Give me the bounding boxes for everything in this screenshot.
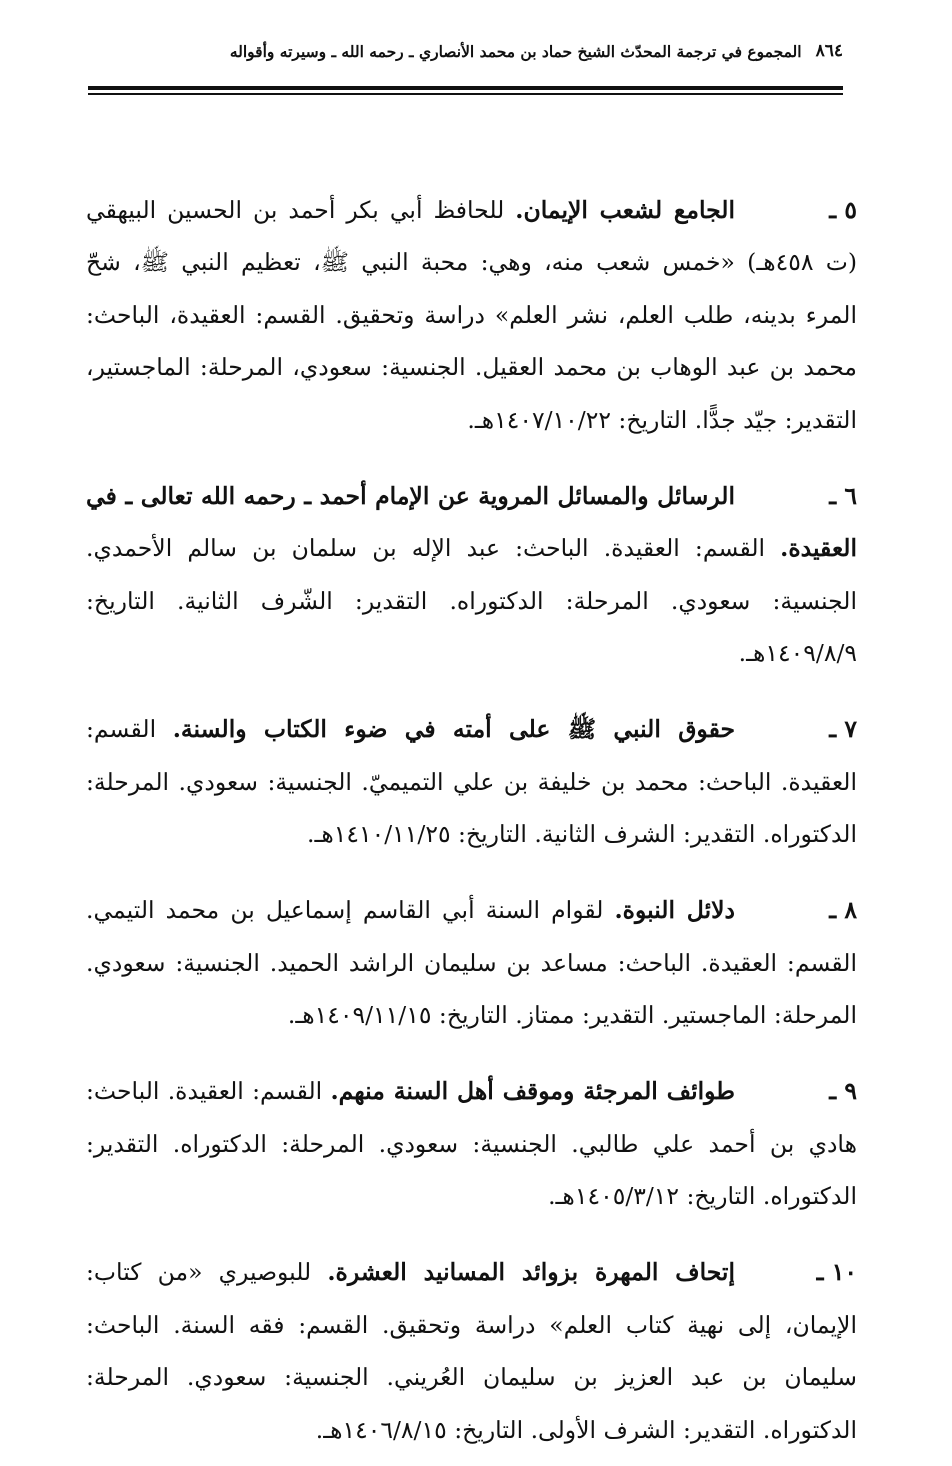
entry-number: ٧ ـ [829, 715, 857, 743]
entry-title: الرسائل والمسائل المروية عن الإمام أحمد ـ رحمه الله تعالى ـ في العقيدة. [86, 481, 857, 562]
entry-body: القسم: العقيدة. الباحث: عبد الإله بن سلمان بن سالم الأحمدي. الجنسية: سعودي. المرحلة: الدكتوراه. التقدير: الشّرف الثانية. التاريخ: ١٤٠٩/٨/٩هـ. [86, 534, 857, 667]
entry-body: للبوصيري «من كتاب: الإيمان، إلى نهية كتاب العلم» دراسة وتحقيق. القسم: فقه السنة. الباحث: سليمان بن عبد العزيز بن سليمان العُريني. الجنسية: سعودي. المرحلة: الدكتوراه. التقدير: الشرف الأولى. التاريخ: ١٤٠٦/٨/١٥هـ. [86, 1258, 857, 1444]
entry-body: القسم: العقيدة. الباحث: محمد بن خليفة بن علي التميميّ. الجنسية: سعودي. المرحلة: الدكتوراه. التقدير: الشرف الثانية. التاريخ: ١٤١٠/١١/٢٥هـ. [86, 715, 857, 848]
entry-9 [86, 1065, 857, 1223]
running-title: المجموع في ترجمة المحدّث الشيخ حماد بن محمد الأنصاري ـ رحمه الله ـ وسيرته وأقواله [229, 41, 802, 61]
page-number: ٨٦٤ [815, 41, 843, 61]
entry-7 [86, 703, 857, 861]
entry-title: حقوق النبي ﷺ على أمته في ضوء الكتاب والسنة. [172, 715, 735, 743]
entry-title: الجامع لشعب الإيمان. [515, 195, 735, 224]
entry-10 [86, 1246, 857, 1456]
entry-body: للحافظ أبي بكر أحمد بن الحسين البيهقي (ت ٤٥٨هـ) «خمس شعب منه، وهي: محبة النبي ﷺ، تعظيم النبي ﷺ، شحّ المرء بدينه، طلب العلم، نشر العلم» دراسة وتحقيق. القسم: العقيدة، الباحث: محمد بن عبد الوهاب بن محمد العقيل. الجنسية: سعودي، المرحلة: الماجستير، التقدير: جيّد جدًّا. التاريخ: ١٤٠٧/١٠/٢٢هـ. [86, 195, 857, 434]
header-rule-thick [88, 86, 843, 90]
entry-number: ٨ ـ [829, 896, 857, 924]
entry-6 [86, 470, 857, 680]
entries-list [86, 160, 857, 1466]
entry-number: ٥ ـ [829, 195, 857, 224]
entry-5 [86, 184, 857, 447]
entry-title: إتحاف المهرة بزوائد المسانيد العشرة. [327, 1258, 735, 1286]
entry-title: طوائف المرجئة وموقف أهل السنة منهم. [330, 1077, 735, 1105]
entry-title: دلائل النبوة. [614, 896, 735, 924]
running-header [88, 36, 843, 66]
entry-body: لقوام السنة أبي القاسم إسماعيل بن محمد التيمي. القسم: العقيدة. الباحث: مساعد بن سليمان الراشد الحميد. الجنسية: سعودي. المرحلة: الماجستير. التقدير: ممتاز. التاريخ: ١٤٠٩/١١/١٥هـ. [86, 896, 857, 1029]
entry-number: ٩ ـ [829, 1077, 857, 1105]
entry-body: القسم: العقيدة. الباحث: هادي بن أحمد علي طالبي. الجنسية: سعودي. المرحلة: الدكتوراه. التقدير: الدكتوراه. التاريخ: ١٤٠٥/٣/١٢هـ. [86, 1077, 857, 1210]
entry-number: ٦ ـ [829, 481, 857, 510]
entry-number: ١٠ ـ [816, 1258, 857, 1286]
entry-8 [86, 884, 857, 1042]
header-rule-thin [88, 93, 843, 95]
